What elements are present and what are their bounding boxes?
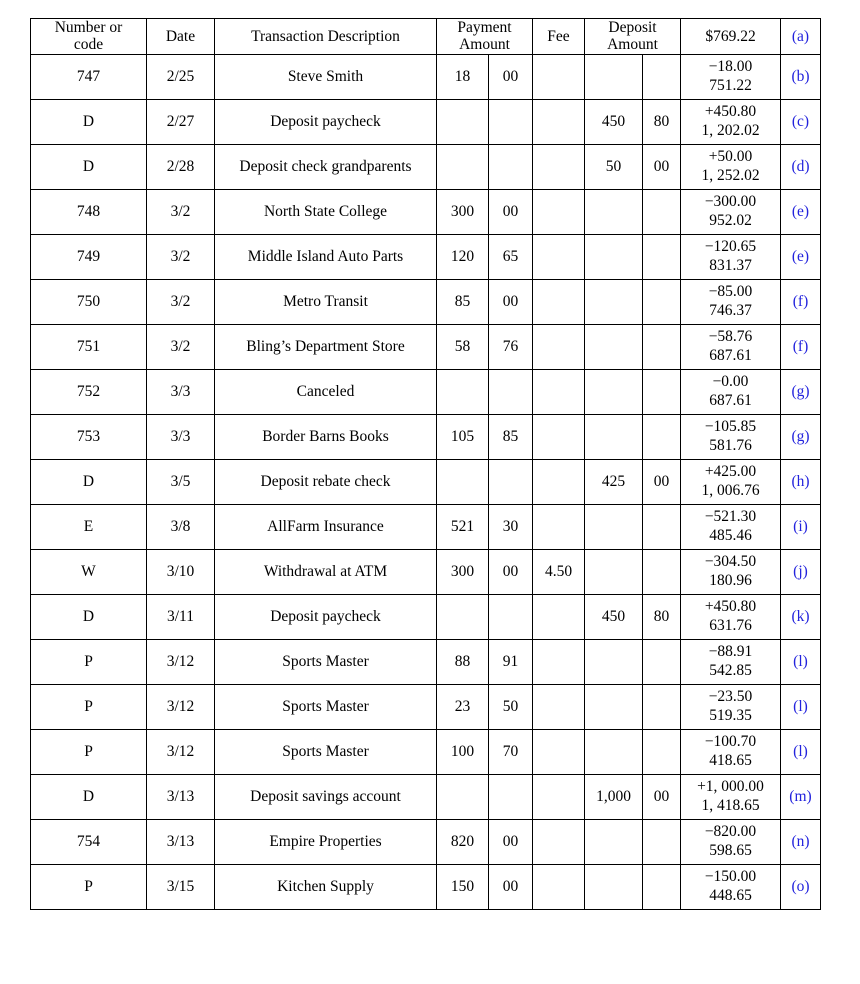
- cell-transaction-description: Deposit paycheck: [215, 594, 437, 639]
- cell-date: 3/2: [147, 324, 215, 369]
- balance-total: 581.76: [709, 436, 752, 454]
- table-row: [31, 684, 821, 729]
- cell-fee: [533, 99, 585, 144]
- cell-deposit-cents: 00: [643, 459, 681, 504]
- balance-total: 1, 418.65: [701, 796, 760, 814]
- cell-fee: [533, 279, 585, 324]
- cell-balance: [681, 54, 781, 99]
- cell-fee: [533, 594, 585, 639]
- cell-balance: [681, 414, 781, 459]
- cell-balance: [681, 234, 781, 279]
- cell-date: 3/8: [147, 504, 215, 549]
- cell-balance: [681, 459, 781, 504]
- cell-deposit-cents: [643, 279, 681, 324]
- cell-fee: [533, 864, 585, 909]
- cell-deposit-dollars: [585, 864, 643, 909]
- table-row: [31, 99, 821, 144]
- row-tag: (g): [781, 414, 821, 459]
- cell-payment-dollars: 18: [437, 54, 489, 99]
- cell-number-or-code: P: [31, 864, 147, 909]
- row-tag: (i): [781, 504, 821, 549]
- cell-balance: [681, 504, 781, 549]
- cell-payment-cents: 50: [489, 684, 533, 729]
- table-body: [31, 54, 821, 909]
- cell-payment-cents: [489, 594, 533, 639]
- column-header-number-or-code: [31, 19, 147, 55]
- table-row: [31, 594, 821, 639]
- cell-payment-cents: 00: [489, 279, 533, 324]
- row-tag-a: (a): [781, 19, 821, 55]
- cell-payment-cents: 30: [489, 504, 533, 549]
- cell-payment-dollars: 58: [437, 324, 489, 369]
- balance-total: 485.46: [709, 526, 752, 544]
- balance-delta: +50.00: [708, 147, 753, 165]
- cell-deposit-cents: 80: [643, 99, 681, 144]
- balance-delta: +425.00: [704, 462, 757, 480]
- cell-payment-dollars: [437, 459, 489, 504]
- balance-total: 1, 202.02: [701, 121, 760, 139]
- cell-payment-cents: 00: [489, 819, 533, 864]
- cell-deposit-dollars: [585, 414, 643, 459]
- cell-deposit-dollars: [585, 729, 643, 774]
- balance-delta: −58.76: [708, 327, 753, 345]
- cell-deposit-dollars: 450: [585, 594, 643, 639]
- cell-payment-cents: [489, 774, 533, 819]
- cell-payment-dollars: [437, 594, 489, 639]
- balance-total: 631.76: [709, 616, 752, 634]
- cell-deposit-dollars: 450: [585, 99, 643, 144]
- table-row: [31, 819, 821, 864]
- cell-balance: [681, 684, 781, 729]
- cell-deposit-cents: [643, 369, 681, 414]
- balance-delta: −0.00: [712, 372, 749, 390]
- cell-fee: [533, 324, 585, 369]
- cell-date: 2/28: [147, 144, 215, 189]
- cell-transaction-description: Sports Master: [215, 639, 437, 684]
- cell-payment-dollars: [437, 144, 489, 189]
- table-row: [31, 639, 821, 684]
- cell-balance: [681, 594, 781, 639]
- table-row: [31, 54, 821, 99]
- cell-transaction-description: Deposit rebate check: [215, 459, 437, 504]
- balance-total: 1, 006.76: [701, 481, 760, 499]
- table-row: [31, 864, 821, 909]
- cell-fee: [533, 144, 585, 189]
- cell-payment-cents: 65: [489, 234, 533, 279]
- cell-balance: [681, 99, 781, 144]
- row-tag: (j): [781, 549, 821, 594]
- cell-date: 3/5: [147, 459, 215, 504]
- cell-deposit-dollars: [585, 684, 643, 729]
- cell-fee: [533, 729, 585, 774]
- cell-deposit-cents: [643, 684, 681, 729]
- table-row: [31, 504, 821, 549]
- cell-date: 2/27: [147, 99, 215, 144]
- cell-transaction-description: Deposit savings account: [215, 774, 437, 819]
- cell-payment-dollars: 820: [437, 819, 489, 864]
- cell-transaction-description: Border Barns Books: [215, 414, 437, 459]
- cell-deposit-dollars: [585, 819, 643, 864]
- cell-payment-cents: [489, 144, 533, 189]
- check-register-table: [30, 18, 821, 910]
- cell-deposit-cents: [643, 189, 681, 234]
- table-row: [31, 549, 821, 594]
- cell-date: 3/13: [147, 774, 215, 819]
- cell-payment-cents: 70: [489, 729, 533, 774]
- cell-balance: [681, 549, 781, 594]
- cell-transaction-description: Empire Properties: [215, 819, 437, 864]
- cell-transaction-description: Deposit check grandparents: [215, 144, 437, 189]
- balance-delta: −23.50: [708, 687, 753, 705]
- cell-transaction-description: Sports Master: [215, 729, 437, 774]
- cell-number-or-code: 747: [31, 54, 147, 99]
- balance-delta: +450.80: [704, 102, 757, 120]
- cell-transaction-description: Middle Island Auto Parts: [215, 234, 437, 279]
- balance-total: 519.35: [709, 706, 752, 724]
- cell-date: 3/12: [147, 639, 215, 684]
- column-header-date: Date: [147, 19, 215, 55]
- header-payment-line1: Payment: [457, 19, 512, 36]
- balance-delta: −88.91: [708, 642, 753, 660]
- balance-delta: −18.00: [708, 57, 753, 75]
- cell-number-or-code: P: [31, 729, 147, 774]
- cell-payment-dollars: 88: [437, 639, 489, 684]
- cell-payment-cents: 00: [489, 189, 533, 234]
- cell-deposit-dollars: 425: [585, 459, 643, 504]
- cell-number-or-code: D: [31, 594, 147, 639]
- balance-delta: −521.30: [704, 507, 757, 525]
- cell-deposit-dollars: [585, 189, 643, 234]
- row-tag: (e): [781, 189, 821, 234]
- cell-payment-dollars: 23: [437, 684, 489, 729]
- cell-balance: [681, 369, 781, 414]
- cell-transaction-description: Sports Master: [215, 684, 437, 729]
- cell-number-or-code: D: [31, 774, 147, 819]
- cell-fee: 4.50: [533, 549, 585, 594]
- balance-total: 598.65: [709, 841, 752, 859]
- cell-transaction-description: North State College: [215, 189, 437, 234]
- row-tag: (l): [781, 729, 821, 774]
- cell-payment-cents: 85: [489, 414, 533, 459]
- cell-date: 3/15: [147, 864, 215, 909]
- cell-fee: [533, 504, 585, 549]
- balance-total: 751.22: [709, 76, 752, 94]
- cell-deposit-cents: [643, 234, 681, 279]
- cell-fee: [533, 774, 585, 819]
- balance-total: 831.37: [709, 256, 752, 274]
- cell-deposit-cents: 00: [643, 144, 681, 189]
- cell-deposit-cents: [643, 639, 681, 684]
- cell-payment-cents: [489, 369, 533, 414]
- cell-payment-cents: 91: [489, 639, 533, 684]
- cell-payment-dollars: [437, 369, 489, 414]
- cell-date: 3/3: [147, 414, 215, 459]
- balance-delta: −100.70: [704, 732, 757, 750]
- cell-date: 2/25: [147, 54, 215, 99]
- table-row: [31, 369, 821, 414]
- cell-deposit-cents: [643, 549, 681, 594]
- cell-transaction-description: Deposit paycheck: [215, 99, 437, 144]
- row-tag: (k): [781, 594, 821, 639]
- cell-transaction-description: Kitchen Supply: [215, 864, 437, 909]
- cell-fee: [533, 369, 585, 414]
- cell-deposit-cents: [643, 324, 681, 369]
- cell-date: 3/12: [147, 684, 215, 729]
- balance-total: 952.02: [709, 211, 752, 229]
- balance-delta: −120.65: [704, 237, 757, 255]
- cell-deposit-dollars: [585, 279, 643, 324]
- balance-delta: −85.00: [708, 282, 753, 300]
- cell-deposit-dollars: [585, 324, 643, 369]
- cell-payment-dollars: 120: [437, 234, 489, 279]
- cell-number-or-code: P: [31, 639, 147, 684]
- balance-delta: −300.00: [704, 192, 757, 210]
- cell-deposit-dollars: 1,000: [585, 774, 643, 819]
- column-header-starting-balance: $769.22: [681, 19, 781, 55]
- row-tag: (e): [781, 234, 821, 279]
- table-row: [31, 414, 821, 459]
- cell-number-or-code: 750: [31, 279, 147, 324]
- cell-payment-dollars: 105: [437, 414, 489, 459]
- cell-payment-cents: [489, 459, 533, 504]
- column-header-fee: Fee: [533, 19, 585, 55]
- column-header-deposit-amount: [585, 19, 681, 55]
- balance-total: 448.65: [709, 886, 752, 904]
- cell-date: 3/2: [147, 234, 215, 279]
- cell-payment-dollars: 300: [437, 189, 489, 234]
- cell-payment-dollars: 85: [437, 279, 489, 324]
- cell-deposit-cents: [643, 504, 681, 549]
- cell-deposit-cents: [643, 54, 681, 99]
- cell-balance: [681, 144, 781, 189]
- cell-number-or-code: D: [31, 459, 147, 504]
- table-row: [31, 234, 821, 279]
- cell-number-or-code: 753: [31, 414, 147, 459]
- cell-number-or-code: P: [31, 684, 147, 729]
- balance-delta: −150.00: [704, 867, 757, 885]
- cell-balance: [681, 189, 781, 234]
- row-tag: (d): [781, 144, 821, 189]
- cell-payment-dollars: [437, 774, 489, 819]
- cell-balance: [681, 864, 781, 909]
- cell-date: 3/11: [147, 594, 215, 639]
- cell-date: 3/2: [147, 279, 215, 324]
- cell-number-or-code: 754: [31, 819, 147, 864]
- row-tag: (m): [781, 774, 821, 819]
- cell-deposit-dollars: 50: [585, 144, 643, 189]
- cell-deposit-cents: 80: [643, 594, 681, 639]
- header-deposit-line1: Deposit: [608, 19, 657, 36]
- table-row: [31, 459, 821, 504]
- table-row: [31, 774, 821, 819]
- cell-date: 3/3: [147, 369, 215, 414]
- cell-fee: [533, 819, 585, 864]
- cell-number-or-code: 748: [31, 189, 147, 234]
- balance-total: 687.61: [709, 346, 752, 364]
- balance-total: 746.37: [709, 301, 752, 319]
- balance-total: 418.65: [709, 751, 752, 769]
- cell-balance: [681, 324, 781, 369]
- table-row: [31, 144, 821, 189]
- table-row: [31, 729, 821, 774]
- cell-payment-dollars: 521: [437, 504, 489, 549]
- cell-transaction-description: AllFarm Insurance: [215, 504, 437, 549]
- cell-deposit-dollars: [585, 639, 643, 684]
- cell-balance: [681, 774, 781, 819]
- cell-fee: [533, 189, 585, 234]
- cell-transaction-description: Steve Smith: [215, 54, 437, 99]
- table-row: [31, 324, 821, 369]
- header-number-line2: code: [73, 36, 104, 54]
- header-payment-line2: Amount: [459, 36, 510, 54]
- table-row: [31, 189, 821, 234]
- cell-deposit-cents: [643, 414, 681, 459]
- cell-number-or-code: 749: [31, 234, 147, 279]
- column-header-payment-amount: [437, 19, 533, 55]
- balance-delta: +450.80: [704, 597, 757, 615]
- cell-deposit-dollars: [585, 369, 643, 414]
- table-row: [31, 279, 821, 324]
- row-tag: (h): [781, 459, 821, 504]
- column-header-description: Transaction Description: [215, 19, 437, 55]
- cell-fee: [533, 459, 585, 504]
- balance-delta: +1, 000.00: [697, 777, 764, 795]
- cell-deposit-dollars: [585, 504, 643, 549]
- cell-number-or-code: 752: [31, 369, 147, 414]
- row-tag: (g): [781, 369, 821, 414]
- row-tag: (f): [781, 279, 821, 324]
- row-tag: (c): [781, 99, 821, 144]
- row-tag: (n): [781, 819, 821, 864]
- cell-deposit-cents: [643, 864, 681, 909]
- row-tag: (l): [781, 684, 821, 729]
- cell-date: 3/2: [147, 189, 215, 234]
- cell-fee: [533, 54, 585, 99]
- cell-fee: [533, 234, 585, 279]
- cell-number-or-code: E: [31, 504, 147, 549]
- cell-deposit-dollars: [585, 549, 643, 594]
- cell-payment-dollars: [437, 99, 489, 144]
- cell-balance: [681, 729, 781, 774]
- cell-date: 3/10: [147, 549, 215, 594]
- row-tag: (b): [781, 54, 821, 99]
- cell-payment-cents: [489, 99, 533, 144]
- row-tag: (l): [781, 639, 821, 684]
- cell-number-or-code: 751: [31, 324, 147, 369]
- cell-number-or-code: D: [31, 99, 147, 144]
- cell-deposit-dollars: [585, 234, 643, 279]
- balance-total: 542.85: [709, 661, 752, 679]
- cell-fee: [533, 684, 585, 729]
- header-deposit-line2: Amount: [607, 36, 658, 54]
- cell-transaction-description: Metro Transit: [215, 279, 437, 324]
- header-row: [31, 19, 821, 55]
- balance-delta: −105.85: [704, 417, 757, 435]
- cell-number-or-code: W: [31, 549, 147, 594]
- balance-delta: −304.50: [704, 552, 757, 570]
- cell-payment-cents: 76: [489, 324, 533, 369]
- cell-deposit-cents: 00: [643, 774, 681, 819]
- cell-deposit-dollars: [585, 54, 643, 99]
- cell-deposit-cents: [643, 729, 681, 774]
- cell-payment-cents: 00: [489, 54, 533, 99]
- cell-number-or-code: D: [31, 144, 147, 189]
- cell-payment-dollars: 150: [437, 864, 489, 909]
- cell-transaction-description: Canceled: [215, 369, 437, 414]
- row-tag: (f): [781, 324, 821, 369]
- cell-date: 3/13: [147, 819, 215, 864]
- cell-date: 3/12: [147, 729, 215, 774]
- balance-delta: −820.00: [704, 822, 757, 840]
- cell-balance: [681, 819, 781, 864]
- balance-total: 687.61: [709, 391, 752, 409]
- cell-balance: [681, 639, 781, 684]
- cell-transaction-description: Withdrawal at ATM: [215, 549, 437, 594]
- cell-payment-cents: 00: [489, 864, 533, 909]
- row-tag: (o): [781, 864, 821, 909]
- balance-total: 180.96: [709, 571, 752, 589]
- cell-fee: [533, 639, 585, 684]
- cell-payment-dollars: 100: [437, 729, 489, 774]
- cell-payment-dollars: 300: [437, 549, 489, 594]
- balance-total: 1, 252.02: [701, 166, 760, 184]
- cell-transaction-description: Bling’s Department Store: [215, 324, 437, 369]
- cell-payment-cents: 00: [489, 549, 533, 594]
- cell-balance: [681, 279, 781, 324]
- header-number-line1: Number or: [54, 19, 123, 36]
- table-header: [31, 19, 821, 55]
- cell-fee: [533, 414, 585, 459]
- cell-deposit-cents: [643, 819, 681, 864]
